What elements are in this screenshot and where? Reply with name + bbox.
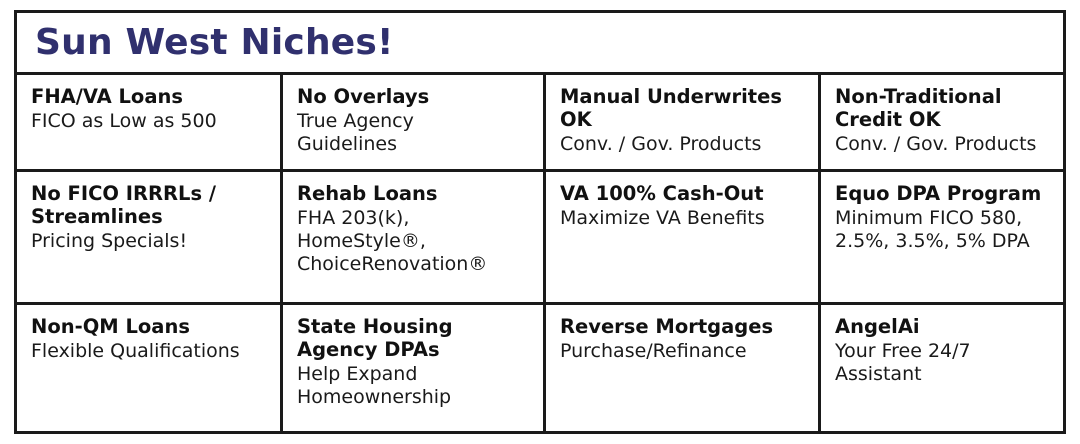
niche-detail-line: Maximize VA Benefits — [560, 207, 765, 229]
niche-detail-line: 2.5%, 3.5%, 5% DPA — [835, 230, 1030, 253]
niche-detail-line: Guidelines — [297, 133, 397, 156]
niche-detail-line: Flexible Qualifications — [31, 340, 240, 362]
niche-cell-non-qm-loans — [17, 305, 283, 431]
niche-cell-non-traditional-credit — [821, 75, 1063, 172]
niche-detail-line: Conv. / Gov. Products — [835, 133, 1037, 155]
niche-heading: Equo DPA Program — [835, 182, 1042, 205]
niche-cell-equo-dpa-program — [821, 172, 1063, 305]
niche-heading: VA 100% Cash-Out — [560, 182, 764, 205]
niche-cell-va-cash-out — [546, 172, 821, 305]
table-row — [17, 75, 1063, 172]
niche-cell-fha-va-loans — [17, 75, 283, 172]
niche-detail-line: Conv. / Gov. Products — [560, 133, 762, 155]
niche-detail-line: FHA 203(k), — [297, 207, 410, 229]
niche-detail-line: Purchase/Refinance — [560, 340, 747, 362]
niche-heading: AngelAi — [835, 315, 920, 338]
niche-cell-no-overlays — [283, 75, 546, 172]
niche-detail — [560, 340, 806, 363]
niche-detail — [835, 133, 1051, 156]
niche-detail — [31, 110, 268, 133]
niche-detail — [835, 207, 1051, 253]
niche-detail-line: True Agency — [297, 110, 414, 132]
niche-detail-line: Help Expand — [297, 363, 418, 385]
niche-cell-reverse-mortgages — [546, 305, 821, 431]
niche-heading: State Housing Agency DPAs — [297, 315, 453, 361]
niche-heading: No Overlays — [297, 85, 430, 108]
niche-detail — [297, 110, 531, 156]
niche-cell-manual-underwrites — [546, 75, 821, 172]
niche-detail — [297, 363, 531, 409]
niche-detail — [297, 207, 531, 277]
table-row — [17, 305, 1063, 431]
niche-heading: Non-QM Loans — [31, 315, 190, 338]
table-row — [17, 172, 1063, 305]
title-row — [17, 13, 1063, 75]
niche-detail — [560, 133, 806, 156]
niche-heading: Rehab Loans — [297, 182, 438, 205]
niche-heading: FHA/VA Loans — [31, 85, 183, 108]
niche-detail-line: FICO as Low as 500 — [31, 110, 217, 132]
niche-cell-rehab-loans — [283, 172, 546, 305]
niche-detail — [31, 340, 268, 363]
niche-detail-line: HomeStyle®, — [297, 230, 426, 253]
niche-detail — [31, 230, 268, 253]
niche-cell-no-fico-irrrls — [17, 172, 283, 305]
niche-detail-line: Assistant — [835, 363, 922, 386]
niche-heading: Non-Traditional Credit OK — [835, 85, 1002, 131]
niches-table — [14, 10, 1066, 434]
niche-detail-line: ChoiceRenovation® — [297, 253, 488, 276]
niche-heading: No FICO IRRRLs / Streamlines — [31, 182, 217, 228]
niche-detail — [835, 340, 1051, 386]
niche-detail-line: Homeownership — [297, 386, 452, 409]
niche-detail-line: Your Free 24/7 — [835, 340, 971, 362]
page-title: Sun West Niches! — [35, 21, 394, 63]
niche-heading: Manual Underwrites OK — [560, 85, 782, 131]
niche-detail-line: Pricing Specials! — [31, 230, 188, 252]
niche-cell-state-housing-agency-dpas — [283, 305, 546, 431]
niche-detail-line: Minimum FICO 580, — [835, 207, 1023, 229]
niche-detail — [560, 207, 806, 230]
niche-heading: Reverse Mortgages — [560, 315, 774, 338]
niche-cell-angelai — [821, 305, 1063, 431]
